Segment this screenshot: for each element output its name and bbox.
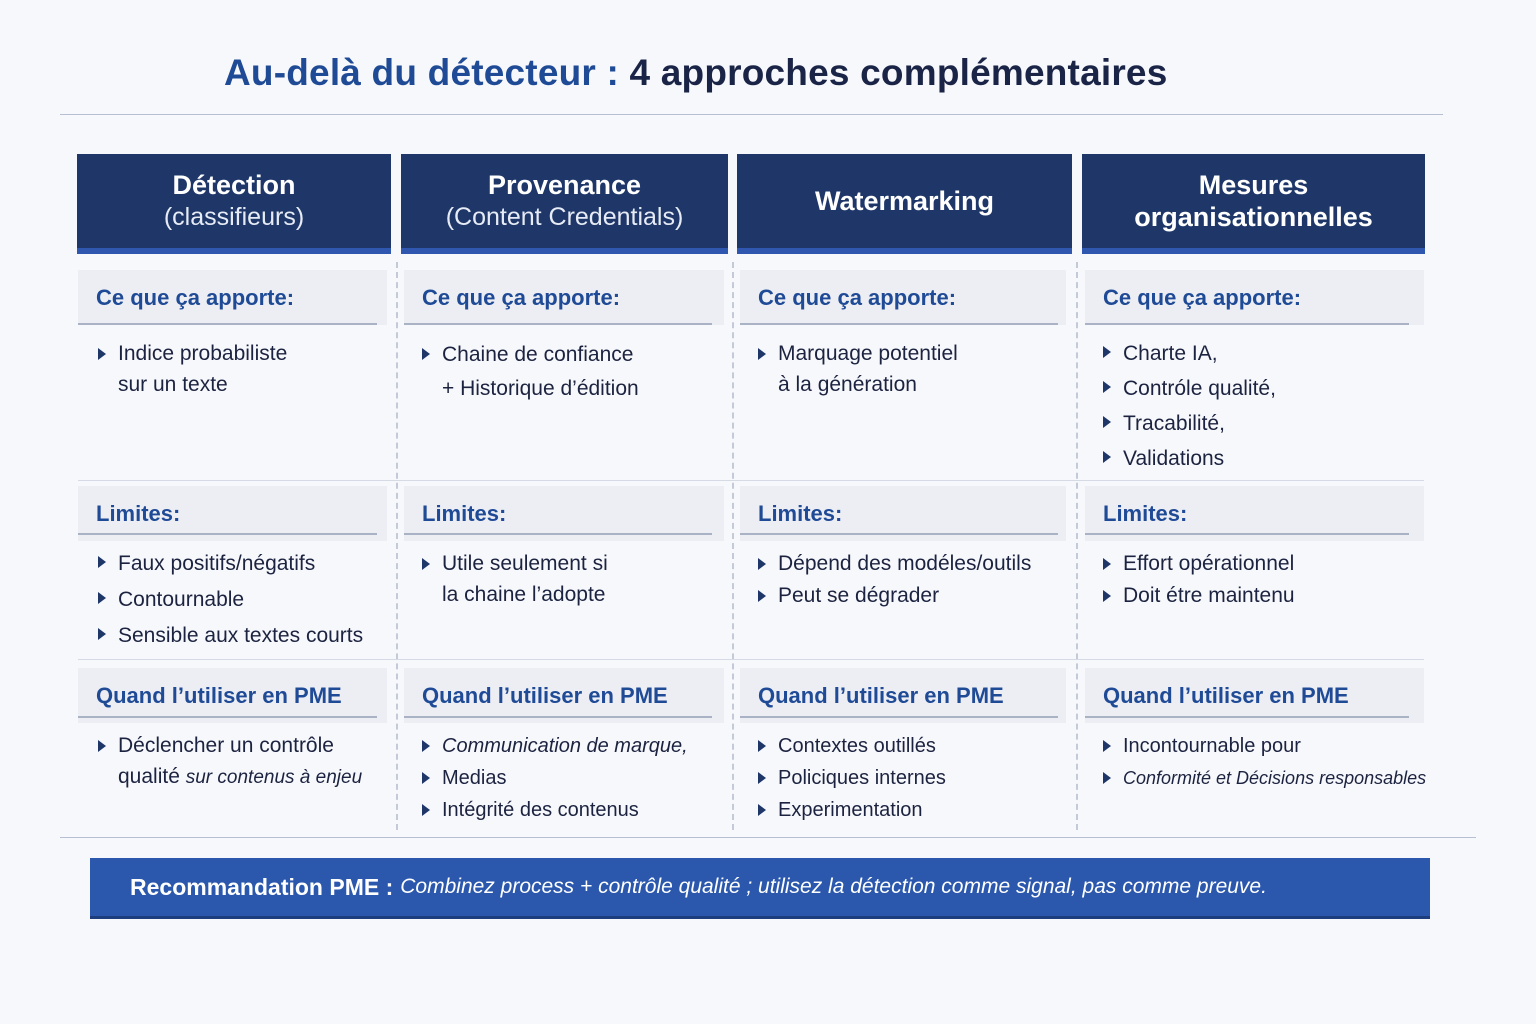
- section-title: Limites:: [758, 500, 843, 526]
- section-divider: [740, 533, 1058, 535]
- section-title: Ce que ça apporte:: [96, 284, 295, 310]
- recommendation-label: Recommandation PME :: [130, 873, 394, 900]
- section-divider: [1085, 533, 1409, 535]
- row-separator: [78, 480, 1424, 481]
- section-divider: [78, 533, 377, 535]
- list-item-continuation: sur un texte: [118, 373, 228, 396]
- list-item: Effort opérationnel: [1101, 548, 1295, 580]
- column-separator: [1076, 262, 1078, 830]
- recommendation-text: Combinez process + contrôle qualité ; utilisez la détection comme signal, pas comme preuve.: [400, 875, 1267, 898]
- column-header-provenance: [401, 154, 728, 254]
- recommendation-banner: [90, 858, 1430, 919]
- list-item: Chaine de confiance: [420, 338, 639, 372]
- apporte-list: [1101, 336, 1276, 476]
- section-apporte-title: [740, 270, 1066, 325]
- list-item: Validations: [1101, 441, 1276, 476]
- section-pme-title: [78, 668, 387, 723]
- section-apporte-title: [1085, 270, 1424, 325]
- list-item: Medias: [420, 762, 688, 794]
- column-header-title: Détection: [172, 170, 296, 200]
- column-separator: [732, 262, 734, 830]
- section-title: Quand l’utiliser en PME: [96, 682, 342, 708]
- section-pme-title: [740, 668, 1066, 723]
- column-header-title: Watermarking: [814, 186, 995, 216]
- list-item: Indice probabiliste: [96, 338, 287, 370]
- list-item: Tracabilité,: [1101, 406, 1276, 441]
- list-item: Conformité et Décisions responsables: [1101, 762, 1426, 794]
- list-item: Contextes outillés: [756, 730, 946, 762]
- list-item-continuation: la chaine l’adopte: [442, 583, 606, 606]
- section-divider: [404, 533, 712, 535]
- section-title: Limites:: [96, 500, 181, 526]
- pme-list: [420, 730, 688, 826]
- list-item: Communication de marque,: [420, 730, 688, 762]
- bottom-divider: [60, 837, 1476, 838]
- column-header-watermarking: [737, 154, 1072, 254]
- limites-list: [96, 546, 363, 654]
- column-header-title-line2: organisationnelles: [1134, 202, 1373, 232]
- list-item: Policiques internes: [756, 762, 946, 794]
- section-divider: [740, 716, 1058, 718]
- section-apporte-title: [78, 270, 387, 325]
- pme-list: [96, 730, 362, 793]
- list-item: Incontournable pour: [1101, 730, 1426, 762]
- section-divider: [1085, 716, 1409, 718]
- list-item: Dépend des modéles/outils: [756, 548, 1031, 580]
- section-divider: [404, 323, 712, 325]
- apporte-list: [96, 338, 287, 400]
- column-header-subtitle: (Content Credentials): [445, 203, 684, 231]
- list-item: Experimentation: [756, 794, 946, 826]
- list-item: Charte IA,: [1101, 336, 1276, 371]
- page-title: [224, 52, 1167, 94]
- title-divider: [60, 114, 1443, 115]
- title-part2: 4 approches complémentaires: [629, 52, 1168, 93]
- list-item-continuation: + Historique d’édition: [442, 377, 639, 400]
- section-title: Quand l’utiliser en PME: [422, 682, 668, 708]
- column-header-title: Provenance: [487, 170, 642, 200]
- pme-list: [1101, 730, 1426, 794]
- list-item-text: qualité: [118, 765, 180, 788]
- pme-list: [756, 730, 946, 826]
- section-title: Limites:: [422, 500, 507, 526]
- section-title: Ce que ça apporte:: [758, 284, 957, 310]
- list-item-continuation: [96, 762, 362, 793]
- section-divider: [404, 716, 712, 718]
- list-item: Marquage potentiel: [756, 338, 958, 370]
- list-item-continuation: à la génération: [778, 373, 917, 396]
- row-separator: [78, 659, 1424, 660]
- section-divider: [1085, 323, 1409, 325]
- list-item: Peut se dégrader: [756, 580, 1031, 612]
- column-header-mesures: [1082, 154, 1425, 254]
- list-item: Doit étre maintenu: [1101, 580, 1295, 612]
- list-item-emphasis: sur contenus à enjeu: [185, 767, 363, 788]
- limites-list: [756, 548, 1031, 612]
- column-header-detection: [77, 154, 391, 254]
- section-title: Limites:: [1103, 500, 1188, 526]
- list-item: Faux positifs/négatifs: [96, 546, 363, 582]
- section-divider: [740, 323, 1058, 325]
- section-title: Ce que ça apporte:: [422, 284, 621, 310]
- section-title: Ce que ça apporte:: [1103, 284, 1302, 310]
- limites-list: [1101, 548, 1295, 612]
- list-item: Sensible aux textes courts: [96, 618, 363, 654]
- apporte-list: [756, 338, 958, 400]
- limites-list: [420, 548, 608, 610]
- section-divider: [78, 716, 377, 718]
- section-apporte-title: [404, 270, 724, 325]
- section-divider: [78, 323, 377, 325]
- section-title: Quand l’utiliser en PME: [1103, 682, 1349, 708]
- section-pme-title: [1085, 668, 1424, 723]
- list-item: Intégrité des contenus: [420, 794, 688, 826]
- list-item: Déclencher un contrôle: [96, 730, 362, 762]
- list-item: Contournable: [96, 582, 363, 618]
- list-item: Utile seulement si: [420, 548, 608, 580]
- apporte-list: [420, 338, 639, 406]
- column-header-subtitle: (classifieurs): [163, 203, 305, 231]
- column-header-title: Mesures: [1198, 170, 1309, 200]
- title-part1: Au-delà du détecteur :: [224, 52, 619, 93]
- section-title: Quand l’utiliser en PME: [758, 682, 1004, 708]
- column-separator: [396, 262, 398, 830]
- section-pme-title: [404, 668, 724, 723]
- list-item: Contróle qualité,: [1101, 371, 1276, 406]
